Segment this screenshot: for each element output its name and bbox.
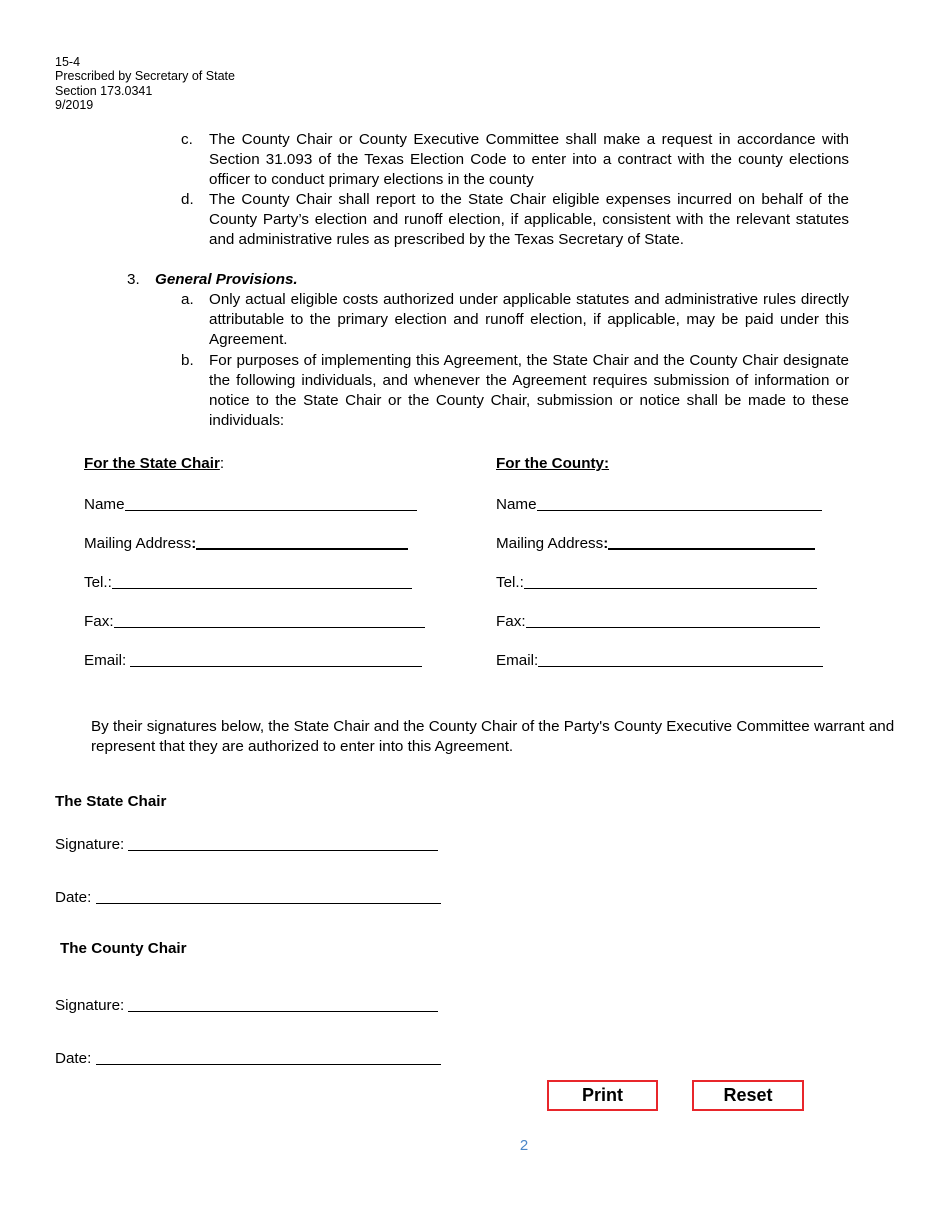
state-mailing-field[interactable] bbox=[84, 532, 408, 552]
mailing-input-line[interactable] bbox=[608, 533, 815, 550]
list-marker: d. bbox=[181, 191, 194, 208]
state-date-field[interactable] bbox=[55, 886, 441, 906]
list-item-text: For purposes of implementing this Agreement, the State Chair and the County Chair designate the following individuals, and whenever the Agreement requires submission of information or notice to the State Chair or the County Chair, submission or notice shall be made to these individuals: bbox=[209, 352, 849, 429]
mailing-input-line[interactable] bbox=[196, 533, 408, 550]
field-label-colon: : bbox=[603, 535, 609, 552]
signature-input-line[interactable] bbox=[128, 835, 438, 851]
tel-input-line[interactable] bbox=[524, 573, 817, 589]
prescribed-by: Prescribed by Secretary of State bbox=[55, 69, 235, 84]
state-contact-title bbox=[84, 454, 224, 474]
date-input-line[interactable] bbox=[96, 888, 441, 904]
page-number: 2 bbox=[519, 1137, 529, 1154]
county-contact-title bbox=[496, 454, 609, 474]
field-label: Name bbox=[84, 496, 125, 513]
state-contact-heading-colon: : bbox=[219, 455, 225, 472]
signature-statement: By their signatures below, the State Chair and the County Chair of the Party's County Executive Committee warrant and represent that they are authorized to enter into this Agreement. bbox=[91, 718, 895, 755]
list-item-a bbox=[181, 290, 849, 350]
list-item-c bbox=[181, 130, 849, 190]
list-marker: c. bbox=[181, 131, 193, 148]
state-name-field[interactable] bbox=[84, 493, 417, 513]
field-label: Signature: bbox=[55, 836, 129, 853]
county-name-field[interactable] bbox=[496, 493, 822, 513]
state-tel-field[interactable] bbox=[84, 571, 412, 591]
field-label: Date: bbox=[55, 1050, 96, 1067]
name-input-line[interactable] bbox=[125, 495, 417, 511]
list-item-text: The County Chair or County Executive Committee shall make a request in accordance with Section 31.093 of the Texas Election Code to enter into a contract with the county elections officer to conduct primary elections in the county bbox=[209, 131, 849, 188]
list-marker: b. bbox=[181, 352, 194, 369]
field-label: Fax: bbox=[496, 613, 526, 630]
reset-button[interactable]: Reset bbox=[692, 1080, 804, 1111]
form-header bbox=[55, 55, 235, 112]
field-label: Tel.: bbox=[84, 574, 112, 591]
revision-date: 9/2019 bbox=[55, 97, 94, 112]
field-label: Name bbox=[496, 496, 537, 513]
section-number: 3. bbox=[127, 271, 140, 288]
field-label: Tel.: bbox=[496, 574, 524, 591]
form-number: 15-4 bbox=[55, 55, 81, 69]
county-chair-title: The County Chair bbox=[60, 940, 187, 957]
print-button[interactable]: Print bbox=[547, 1080, 658, 1111]
county-date-field[interactable] bbox=[55, 1047, 441, 1067]
statute-section: Section 173.0341 bbox=[55, 83, 153, 98]
signature-input-line[interactable] bbox=[128, 996, 438, 1012]
county-fax-field[interactable] bbox=[496, 610, 820, 630]
field-label: Signature: bbox=[55, 997, 129, 1014]
county-tel-field[interactable] bbox=[496, 571, 817, 591]
county-signature-field[interactable] bbox=[55, 994, 438, 1014]
state-email-field[interactable] bbox=[84, 649, 422, 669]
list-item-d bbox=[181, 190, 849, 250]
field-label-colon: : bbox=[191, 535, 197, 552]
state-contact-heading: For the State Chair bbox=[84, 455, 220, 472]
fax-input-line[interactable] bbox=[114, 612, 425, 628]
county-contact-heading: For the County: bbox=[496, 455, 610, 472]
field-label: Mailing Address bbox=[496, 535, 604, 552]
field-label: Date: bbox=[55, 889, 96, 906]
list-item-text: The County Chair shall report to the State Chair eligible expenses incurred on behalf of the County Party’s election and runoff election, if applicable, consistent with the relevant statutes and administrative rules as prescribed by the Texas Secretary of State. bbox=[209, 191, 849, 248]
name-input-line[interactable] bbox=[537, 495, 822, 511]
list-marker: a. bbox=[181, 291, 194, 308]
email-input-line[interactable] bbox=[538, 651, 823, 667]
section-title: General Provisions. bbox=[155, 271, 298, 288]
list-item-text: Only actual eligible costs authorized under applicable statutes and administrative rules directly attributable to the primary election and runoff election, if applicable, may be paid under this Agreement. bbox=[209, 291, 849, 348]
state-signature-field[interactable] bbox=[55, 833, 438, 853]
field-label: Email: bbox=[84, 652, 131, 669]
field-label: Mailing Address bbox=[84, 535, 192, 552]
county-email-field[interactable] bbox=[496, 649, 823, 669]
state-chair-title: The State Chair bbox=[55, 793, 167, 810]
email-input-line[interactable] bbox=[130, 651, 422, 667]
date-input-line[interactable] bbox=[96, 1049, 441, 1065]
state-fax-field[interactable] bbox=[84, 610, 425, 630]
list-item-b bbox=[181, 351, 849, 431]
field-label: Fax: bbox=[84, 613, 114, 630]
fax-input-line[interactable] bbox=[526, 612, 820, 628]
county-mailing-field[interactable] bbox=[496, 532, 815, 552]
tel-input-line[interactable] bbox=[112, 573, 412, 589]
field-label: Email: bbox=[496, 652, 539, 669]
